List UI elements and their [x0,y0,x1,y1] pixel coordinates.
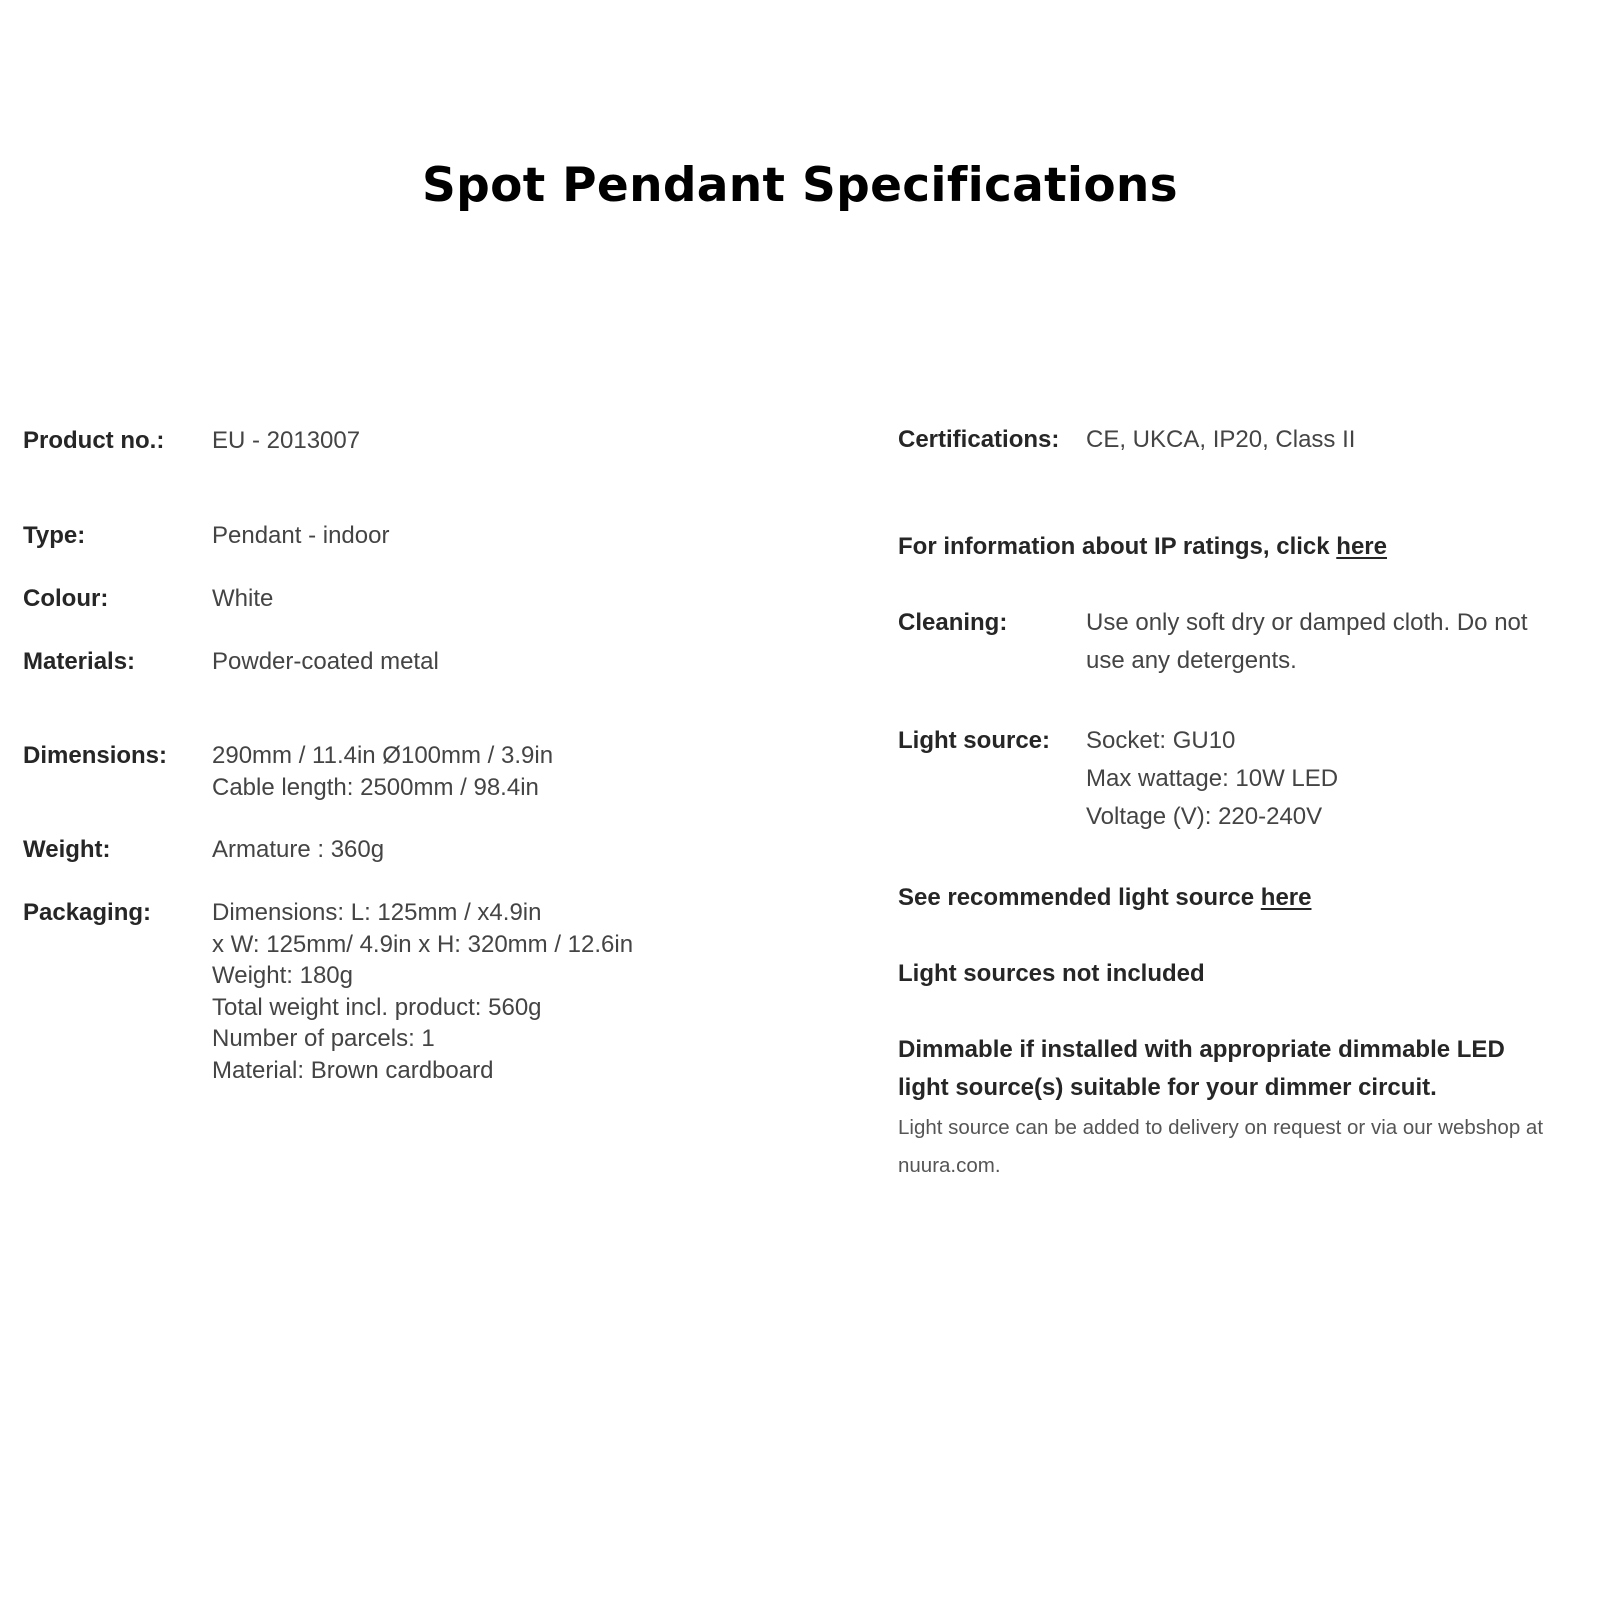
spec-value [212,897,633,1086]
ip-ratings-link[interactable]: here [1336,533,1387,560]
recommended-light-note [898,879,1311,917]
spec-label: Certifications: [898,426,1060,453]
recommended-light-text: See recommended light source [898,884,1261,911]
spec-label: Weight: [23,836,111,863]
dimmable-line: Dimmable if installed with appropriate dimmable LED [898,1036,1505,1063]
dimmable-line: light source(s) suitable for your dimmer circuit. [898,1074,1437,1101]
spec-value-line: Weight: 180g [212,962,353,989]
spec-value-line: x W: 125mm/ 4.9in x H: 320mm / 12.6in [212,930,634,958]
spec-value-line: Voltage (V): 220-240V [1086,803,1323,830]
page-title: Spot Pendant Specifications [422,158,1178,213]
spec-value-line: Total weight incl. product: 560g [212,993,542,1021]
spec-label: Cleaning: [898,609,1008,636]
spec-value: Armature : 360g [212,836,385,863]
spec-value-line: 290mm / 11.4in Ø100mm / 3.9in [212,742,554,769]
delivery-note [898,1109,1543,1185]
spec-label: Packaging: [23,899,152,926]
spec-label: Product no.: [23,427,165,454]
spec-value-line: Cable length: 2500mm / 98.4in [212,773,539,801]
spec-label: Type: [23,522,86,549]
recommended-light-link[interactable]: here [1260,884,1312,911]
spec-value-line: Use only soft dry or damped cloth. Do not [1086,609,1528,636]
spec-value-line: Max wattage: 10W LED [1086,765,1339,792]
spec-value-line: Dimensions: L: 125mm / x4.9in [212,899,542,926]
spec-value [1086,604,1528,680]
delivery-line: nuura.com. [898,1154,1001,1177]
spec-value [212,740,553,803]
dimmable-note [898,1031,1505,1107]
delivery-line: Light source can be added to delivery on request or via our webshop at [898,1116,1544,1139]
spec-label: Light source: [898,727,1051,754]
spec-value-line: use any detergents. [1086,647,1297,674]
spec-value: Pendant - indoor [212,522,390,549]
spec-value: EU - 2013007 [212,427,361,454]
spec-label: Dimensions: [23,742,168,769]
spec-label: Materials: [23,648,136,675]
ip-ratings-note [898,528,1387,566]
spec-value: White [212,585,274,612]
spec-label: Colour: [23,585,109,612]
spec-value: CE, UKCA, IP20, Class II [1086,426,1356,453]
spec-value-line: Material: Brown cardboard [212,1056,494,1084]
spec-value [1086,722,1338,836]
ip-ratings-text: For information about IP ratings, click [898,533,1337,560]
spec-value-line: Socket: GU10 [1086,727,1236,754]
spec-value-line: Number of parcels: 1 [212,1025,435,1052]
spec-value: Powder-coated metal [212,648,439,675]
not-included-note: Light sources not included [898,960,1205,987]
